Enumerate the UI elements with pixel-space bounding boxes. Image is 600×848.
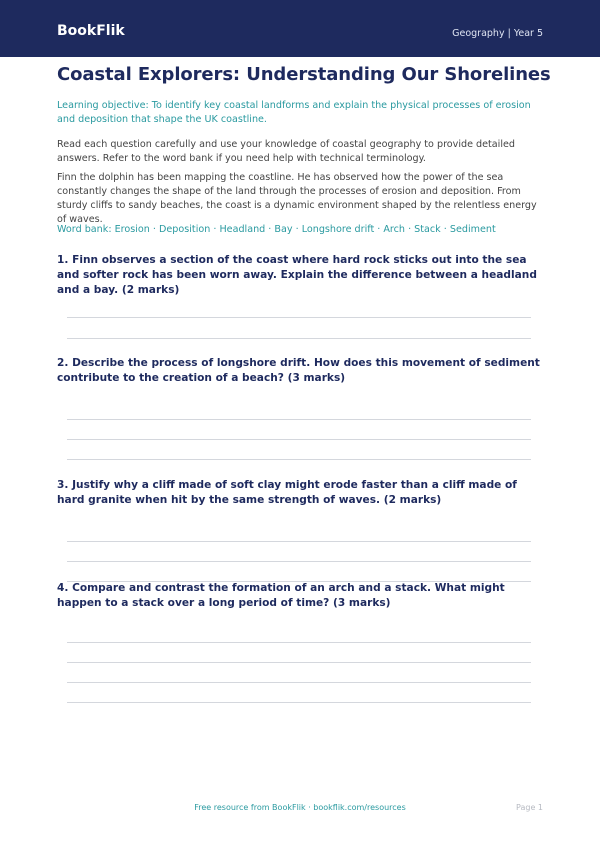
page-number: Page 1 bbox=[516, 803, 543, 812]
answer-line[interactable] bbox=[67, 419, 531, 420]
answer-line[interactable] bbox=[67, 642, 531, 643]
question-4: 4. Compare and contrast the formation of an arch and a stack. What might happen to a stack over a long period of time? (3 marks) bbox=[57, 582, 505, 609]
page-header bbox=[0, 0, 600, 57]
footer-resource-link[interactable]: Free resource from BookFlik · bookflik.com/resources bbox=[194, 803, 406, 812]
answer-line[interactable] bbox=[67, 541, 531, 542]
word-bank: Word bank: Erosion · Deposition · Headland · Bay · Longshore drift · Arch · Stack · Sediment bbox=[57, 224, 496, 235]
intro-text: Finn the dolphin has been mapping the coastline. He has observed how the power of the sea constantly changes the shape of the land through the processes of erosion and deposition. From sturdy cliffs to sandy beaches, the coast is a dynamic environment shaped by the relentless energy of waves. bbox=[57, 172, 537, 225]
question-1: 1. Finn observes a section of the coast where hard rock sticks out into the sea and softer rock has been worn away. Explain the difference between a headland and a bay. (2 marks) bbox=[57, 254, 537, 296]
answer-line[interactable] bbox=[67, 561, 531, 562]
answer-line[interactable] bbox=[67, 439, 531, 440]
instructions-text: Read each question carefully and use your knowledge of coastal geography to provide detailed answers. Refer to the word bank if you need help with technical terminology. bbox=[57, 139, 516, 164]
answer-line[interactable] bbox=[67, 682, 531, 683]
answer-line[interactable] bbox=[67, 459, 531, 460]
answer-line[interactable] bbox=[67, 662, 531, 663]
question-2: 2. Describe the process of longshore drift. How does this movement of sediment contribute to the creation of a beach? (3 marks) bbox=[57, 357, 540, 384]
learning-objective: Learning objective: To identify key coastal landforms and explain the physical processes of erosion and deposition that shape the UK coastline. bbox=[57, 100, 531, 125]
answer-line[interactable] bbox=[67, 338, 531, 339]
worksheet-title: Coastal Explorers: Understanding Our Shorelines bbox=[57, 64, 551, 85]
question-3: 3. Justify why a cliff made of soft clay might erode faster than a cliff made of hard granite when hit by the same strength of waves. (2 marks) bbox=[57, 479, 517, 506]
subject-year-label: Geography | Year 5 bbox=[452, 28, 543, 39]
brand-logo: BookFlik bbox=[57, 23, 125, 39]
answer-line[interactable] bbox=[67, 317, 531, 318]
answer-line[interactable] bbox=[67, 702, 531, 703]
